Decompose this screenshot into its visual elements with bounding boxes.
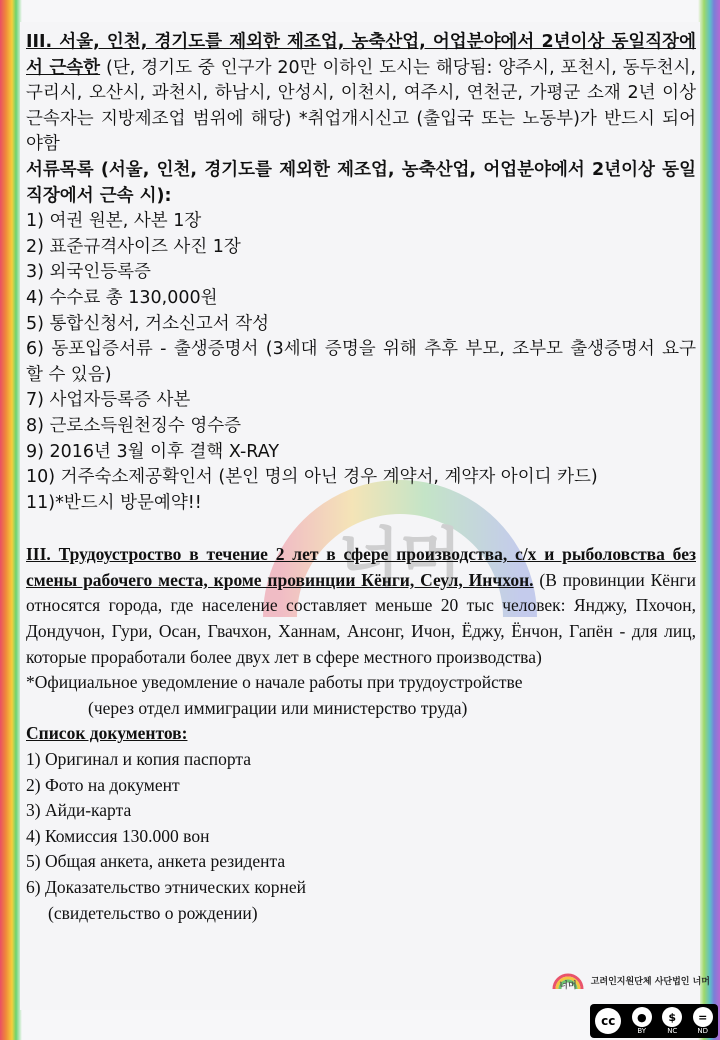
ru-notice-detail: (через отдел иммиграции или министерство труда) xyxy=(88,697,468,718)
kr-item: 6) 동포입증서류 - 출생증명서 (3세대 증명을 위해 추후 부모, 조부모 출생증명서 요구 할 수 있음) xyxy=(26,339,696,385)
kr-item: 5) 통합신청서, 거소신고서 작성 xyxy=(26,313,270,334)
cc-license-badge xyxy=(590,1004,718,1038)
watermark-text: 너머 xyxy=(338,522,462,596)
ru-heading-title: III. Трудоустроство в течение 2 лет в сфере производства, с/х и рыболовства без смены рабочего места, кроме провинции Кёнги, Сеул, Инчхон. xyxy=(26,544,696,590)
kr-heading xyxy=(26,30,696,158)
ru-heading-detail: (В провинции Кёнги относятся города, где население составляет меньше 20 тыс человек: Янджу, Пхочон, Дондучон, Гури, Осан, Гвачхон, Ханнам, Ансонг, Ичон, Ёджу, Ёнчон, Гапён - для лиц, которые проработали более двух лет в сфере местного производства) xyxy=(26,569,696,667)
nc-label: NC xyxy=(667,1027,678,1035)
ru-item: 1) Оригинал и копия паспорта xyxy=(26,749,252,770)
ru-item: 4) Комиссия 130.000 вон xyxy=(26,825,210,846)
ru-notice: *Официальное уведомление о начале работы при трудоустройстве xyxy=(26,672,523,693)
kr-item: 3) 외국인등록증 xyxy=(26,262,151,283)
cc-icon xyxy=(595,1008,621,1034)
kr-item: 2) 표준규격사이즈 사진 1장 xyxy=(26,236,241,257)
org-name: 고려인지원단체 사단법인 너머 xyxy=(590,976,710,987)
nc-icon: $ NC xyxy=(662,1007,682,1035)
nd-label: ND xyxy=(697,1027,709,1035)
kr-item: 7) 사업자등록증 사본 xyxy=(26,390,191,411)
kr-item: 4) 수수료 총 130,000원 xyxy=(26,287,218,308)
nd-icon: = ND xyxy=(693,1007,713,1035)
org-logo-text: 너머 xyxy=(559,981,577,990)
ru-heading xyxy=(26,542,696,670)
kr-item: 10) 거주숙소제공확인서 (본인 명의 아닌 경우 계약서, 계약자 아이디 카드) xyxy=(26,467,598,488)
kr-item: 11)*반드시 방문예약!! xyxy=(26,492,202,513)
ru-list-title: Список документов: xyxy=(26,723,188,744)
kr-list-title: 서류목록 (서울, 인천, 경기도를 제외한 제조업, 농축산업, 어업분야에서 2년이상 동일직장에서 근속 시): xyxy=(26,159,696,206)
kr-heading-detail: (단, 경기도 중 인구가 20만 이하인 도시는 해당됨: 양주시, 포천시, 동두천시, 구리시, 오산시, 과천시, 하남시, 안성시, 이천시, 여주시, 연천군, 가평군 소재 2년 이상 근속자는 지방제조업 범위에 해당) *취업개시신고 (출입국 또는 노동부)가 반드시 되어야함 xyxy=(26,57,696,155)
kr-item: 9) 2016년 3월 이후 결핵 X-RAY xyxy=(26,441,280,462)
ru-item: 5) Общая анкета, анкета резидента xyxy=(26,851,286,872)
ru-item-note: (свидетельство о рождении) xyxy=(48,902,258,923)
rainbow-logo-icon xyxy=(551,970,585,990)
kr-heading-title: III. 서울, 인천, 경기도를 제외한 제조업, 농축산업, 어업분야에서 2년이상 동일직장에서 근속한 xyxy=(26,32,696,78)
document-page xyxy=(20,22,700,1010)
by-label: BY xyxy=(637,1027,647,1035)
kr-item: 1) 여권 원본, 사본 1장 xyxy=(26,211,202,232)
cc-label: cc xyxy=(601,1014,616,1028)
content xyxy=(26,30,696,926)
ru-item: 3) Айди-карта xyxy=(26,800,132,821)
by-icon: ● BY xyxy=(632,1007,652,1035)
org-logo xyxy=(551,970,710,990)
kr-item: 8) 근로소득원천징수 영수증 xyxy=(26,415,242,436)
ru-item: 2) Фото на документ xyxy=(26,774,180,795)
ru-item: 6) Доказательство этнических корней xyxy=(26,877,306,897)
